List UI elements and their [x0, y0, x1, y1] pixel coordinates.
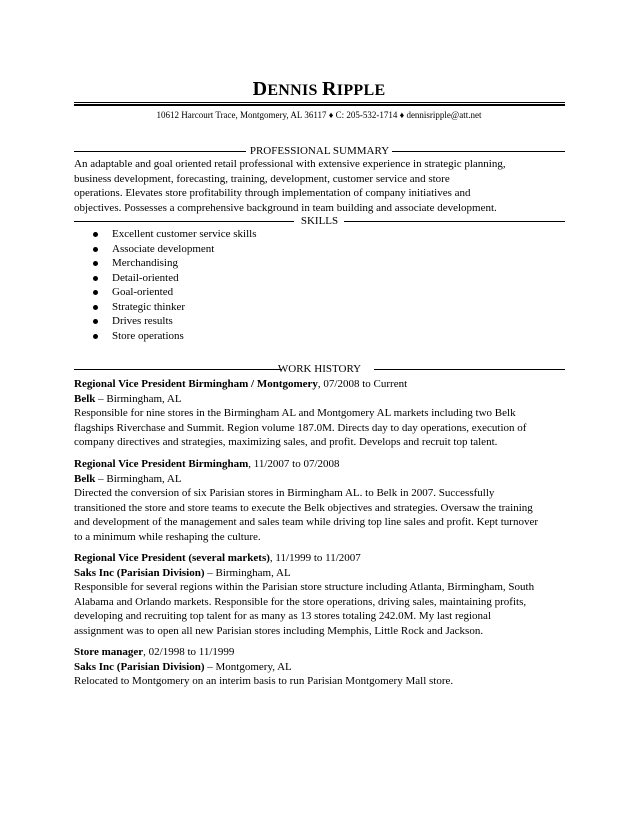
header-rule-thick	[74, 104, 565, 106]
job-title-line	[74, 457, 569, 472]
job-entry	[74, 377, 569, 450]
job-description-line: flagships Riverchase and Summit. Region volume 187.0M. Directs day to day operations, execution of	[74, 421, 527, 434]
name-first-rest: ENNIS	[267, 82, 318, 99]
skill-item: Store operations	[90, 329, 390, 344]
job-description-line: Responsible for nine stores in the Birmingham AL and Montgomery AL markets including two Belk	[74, 407, 516, 419]
job-description-line: company directives and strategies, maximizing sales, and profit. Develops and recruit top talent.	[74, 436, 498, 448]
bullet-icon	[93, 247, 98, 252]
job-company: Saks Inc (Parisian Division)	[74, 566, 205, 579]
job-company-line	[74, 392, 569, 407]
skill-item: Drives results	[90, 314, 390, 329]
header-rule-thin	[74, 102, 565, 103]
job-location: – Birmingham, AL	[204, 566, 291, 579]
summary-line: operations. Elevates store profitability through implementation of company initiatives and	[74, 187, 471, 199]
job-description-line: assignment was to open all new Parisian stores including Memphis, Little Rock and Jackson.	[74, 624, 484, 637]
skill-item: Strategic thinker	[90, 300, 390, 315]
name-first-initial: D	[252, 78, 268, 100]
job-description-line: and development of the management and sales team while driving top line sales and profit. Kept turnover	[74, 516, 539, 528]
summary-line: objectives. Possesses a comprehensive background in team building and associate development.	[74, 201, 497, 214]
job-title: Regional Vice President (several markets)	[74, 552, 270, 564]
bullet-icon	[93, 334, 98, 339]
skill-item: Excellent customer service skills	[90, 227, 390, 242]
name-last-initial: R	[322, 78, 337, 100]
summary-heading-title: PROFESSIONAL SUMMARY	[249, 145, 390, 157]
job-title: Regional Vice President Birmingham	[74, 458, 249, 470]
job-description-line: Responsible for several regions within the Parisian store structure including Atlanta, Birmingham, South	[74, 581, 535, 593]
bullet-icon	[93, 305, 98, 310]
job-title: Store manager	[74, 646, 144, 658]
bullet-icon	[93, 290, 98, 295]
summary-line: An adaptable and goal oriented retail professional with extensive experience in strategic planning,	[74, 158, 506, 170]
job-company: Belk	[74, 472, 96, 485]
summary-line: business development, forecasting, training, development, customer service and store	[74, 172, 450, 185]
job-location: – Birmingham, AL	[95, 392, 182, 405]
summary-heading	[74, 144, 565, 158]
skill-item: Merchandising	[90, 256, 390, 271]
job-dates: , 07/2008 to Current	[317, 378, 408, 390]
job-dates: , 11/2007 to 07/2008	[248, 458, 340, 470]
job-description-line: transitioned the store and store teams to execute the Belk objectives and strategies. Oversaw the training	[74, 501, 533, 514]
bullet-icon	[93, 319, 98, 324]
job-description-line: Relocated to Montgomery on an interim basis to run Parisian Montgomery Mall store.	[74, 675, 454, 687]
job-title-line	[74, 551, 569, 566]
job-company-line	[74, 472, 569, 487]
job-company-line	[74, 566, 569, 581]
candidate-name	[0, 78, 638, 102]
skills-list	[90, 227, 390, 343]
summary-text	[74, 157, 569, 215]
job-entry	[74, 457, 569, 544]
skill-item: Detail-oriented	[90, 271, 390, 286]
skill-item: Goal-oriented	[90, 285, 390, 300]
skills-heading-title: SKILLS	[300, 215, 339, 227]
job-title-line	[74, 645, 569, 660]
job-description-line: Directed the conversion of six Parisian stores in Birmingham AL. to Belk in 2007. Successfully	[74, 487, 495, 499]
contact-info: 10612 Harcourt Trace, Montgomery, AL 36117 ♦ C: 205-532-1714 ♦ dennisripple@att.net	[156, 110, 482, 120]
job-location: – Montgomery, AL	[204, 660, 292, 673]
job-company-line	[74, 660, 569, 675]
job-company: Saks Inc (Parisian Division)	[74, 660, 205, 673]
job-company: Belk	[74, 392, 96, 405]
bullet-icon	[93, 232, 98, 237]
job-title-line	[74, 377, 569, 392]
job-entry	[74, 551, 569, 638]
bullet-icon	[93, 276, 98, 281]
work-history-heading	[74, 362, 565, 376]
name-last-rest: IPPLE	[336, 82, 386, 99]
job-dates: , 11/1999 to 11/2007	[269, 552, 361, 564]
skills-heading	[74, 214, 565, 228]
job-dates: , 02/1998 to 11/1999	[143, 646, 235, 658]
job-title: Regional Vice President Birmingham / Montgomery	[74, 378, 318, 390]
skill-item: Associate development	[90, 242, 390, 257]
job-location: – Birmingham, AL	[95, 472, 182, 485]
job-entry	[74, 645, 569, 689]
job-description-line: to a minimum while reshaping the culture.	[74, 530, 261, 543]
job-description-line: developing and recruiting top talent for as many as 13 stores totaling 242.0M. My last regional	[74, 610, 491, 622]
work-history-heading-title: WORK HISTORY	[277, 363, 362, 375]
job-description-line: Alabama and Orlando markets. Responsible for the store operations, driving sales, maintaining profits,	[74, 595, 527, 608]
bullet-icon	[93, 261, 98, 266]
